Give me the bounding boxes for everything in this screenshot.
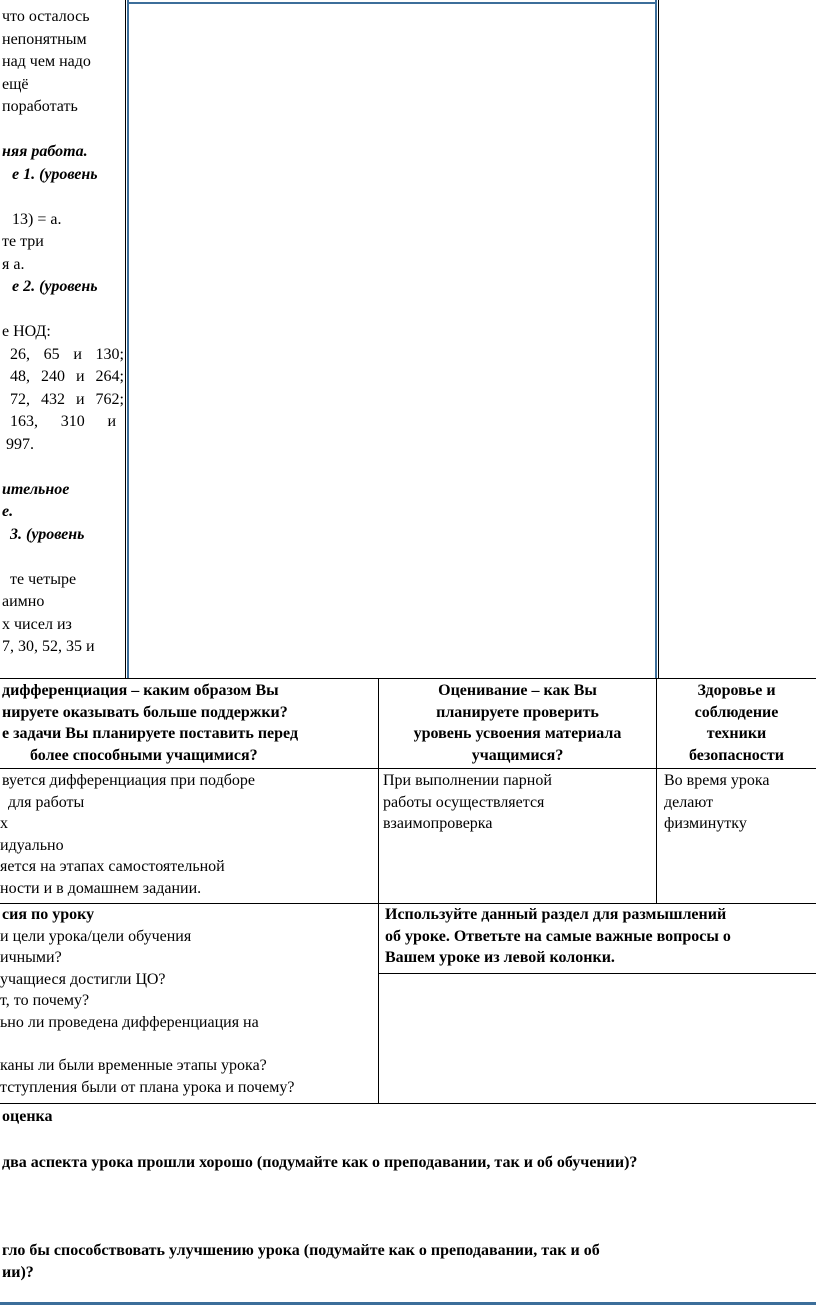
reflection-line: ещё [2, 75, 29, 93]
task3-heading: е. [2, 503, 14, 520]
header-line: планируете проверить [436, 703, 599, 721]
top-right-border [658, 0, 659, 678]
reflection-question: каны ли были временные этапы урока? [0, 1057, 267, 1075]
reflection-question: учащиеся достигли ЦО? [0, 970, 166, 988]
task2-value: 310 [60, 413, 85, 430]
bottom-blue-border [0, 1302, 816, 1305]
task2-value: 65 [43, 345, 60, 363]
task2-value: 432 [40, 390, 65, 408]
health-header [657, 680, 816, 766]
task3-heading: 3. (уровень [10, 525, 85, 543]
header-line: нируете оказывать больше поддержки? [2, 703, 288, 721]
header-line: е задачи Вы планируете поставить перед [2, 725, 299, 742]
header-line: учащимися? [471, 746, 564, 764]
body-line: идуально [0, 836, 64, 854]
body-line: для работы [8, 793, 85, 811]
instruction-line: об уроке. Ответьте на самые важные вопросы о [385, 927, 731, 945]
top-blue-border-left [127, 0, 129, 678]
task1-heading: е 1. (уровень [12, 165, 98, 183]
task3-line: аимно [2, 593, 45, 610]
reflection-question: и цели урока/цели обучения [0, 927, 192, 945]
task2-value: 240 [40, 368, 65, 385]
top-blue-border-right [655, 0, 657, 678]
health-body [664, 770, 814, 835]
task2-last: 997. [6, 435, 34, 453]
body-line: При выполнении парной [383, 772, 552, 789]
task3-line: те четыре [10, 570, 77, 588]
instruction-line: Вашем уроке из левой колонки. [385, 949, 615, 967]
top-blue-border-top [127, 2, 657, 4]
task2-row [2, 366, 124, 389]
task2-row [2, 389, 124, 412]
assessment-header [379, 680, 656, 766]
instruction-line: Используйте данный раздел для размышлений [385, 906, 727, 923]
header-line: Здоровье и [697, 682, 776, 699]
final-question-2 [2, 1240, 600, 1284]
task2-value: и [75, 390, 85, 408]
task2-value: 26, [10, 345, 30, 363]
task2-value: 48, [10, 368, 30, 385]
task1-line: я а. [2, 255, 25, 273]
row-divider-2 [0, 768, 816, 769]
header-line: безопасности [689, 746, 784, 764]
body-line: х [0, 815, 8, 832]
task3-line: х чисел из [2, 615, 72, 633]
work-heading: няя работа. [2, 143, 88, 160]
task2-value: 762; [95, 390, 124, 408]
task2-row [2, 411, 116, 434]
task2-intro: е НОД: [2, 323, 51, 340]
reflection-instructions [385, 904, 815, 969]
task2-value: и [73, 345, 82, 363]
task2-row [2, 344, 124, 367]
final-heading: оценка [2, 1108, 53, 1125]
body-line: делают [664, 793, 714, 811]
task2-value: и [107, 413, 116, 430]
reflection-line: что осталось [2, 8, 90, 25]
row-divider-5 [0, 1103, 816, 1104]
reflection-line: непонятным [2, 30, 87, 48]
body-line: яется на этапах самостоятельной [0, 858, 225, 875]
header-line: более способными учащимися? [30, 746, 258, 764]
task3-heading: ительное [2, 480, 70, 498]
reflection-heading: сия по уроку [2, 906, 95, 923]
row-divider-1 [0, 678, 816, 679]
reflection-line: поработать [2, 98, 78, 115]
reflection-line: над чем надо [2, 53, 91, 70]
body-line: взаимопроверка [383, 815, 493, 832]
differentiation-header [0, 680, 378, 766]
reflection-question: т, то почему? [0, 992, 90, 1010]
top-left-border [125, 0, 126, 678]
task2-value: и [75, 368, 85, 385]
task3-line: 7, 30, 52, 35 и [2, 638, 95, 655]
reflection-questions [0, 904, 376, 1098]
body-line: физминутку [664, 815, 747, 832]
task2-value: 130; [95, 345, 124, 363]
task1-line: те три [2, 233, 44, 250]
differentiation-body [0, 770, 376, 899]
body-line: ности и в домашнем задании. [0, 879, 202, 897]
final-question-2-line: гло бы способствовать улучшению урока (подумайте как о преподавании, так и об [2, 1242, 600, 1259]
task2-value: 72, [10, 390, 30, 408]
body-line: работы осуществляется [383, 793, 545, 811]
task2-value: 163, [10, 413, 38, 430]
header-line: техники [706, 725, 767, 742]
body-line: вуется дифференциация при подборе [2, 772, 255, 789]
reflection-question: ьно ли проведена дифференциация на [0, 1013, 259, 1031]
final-question-1: два аспекта урока прошли хорошо (подумайте как о преподавании, так и об обучении)? [2, 1154, 638, 1171]
row-divider-4 [378, 973, 816, 974]
header-line: уровень усвоения материала [413, 725, 622, 742]
reflection-question: ичными? [0, 949, 62, 967]
header-line: дифференциация – каким образом Вы [2, 682, 279, 699]
task2-heading: е 2. (уровень [12, 278, 98, 295]
final-question-2-line: ии)? [2, 1264, 34, 1281]
body-line: Во время урока [664, 772, 770, 789]
assessment-body [383, 770, 653, 835]
reflection-question: тступления были от плана урока и почему? [0, 1078, 295, 1096]
task2-value: 264; [95, 368, 124, 385]
top-left-cell [2, 6, 124, 659]
header-line: Оценивание – как Вы [438, 682, 597, 699]
header-line: соблюдение [694, 703, 779, 721]
task1-line: 13) = а. [12, 210, 62, 228]
